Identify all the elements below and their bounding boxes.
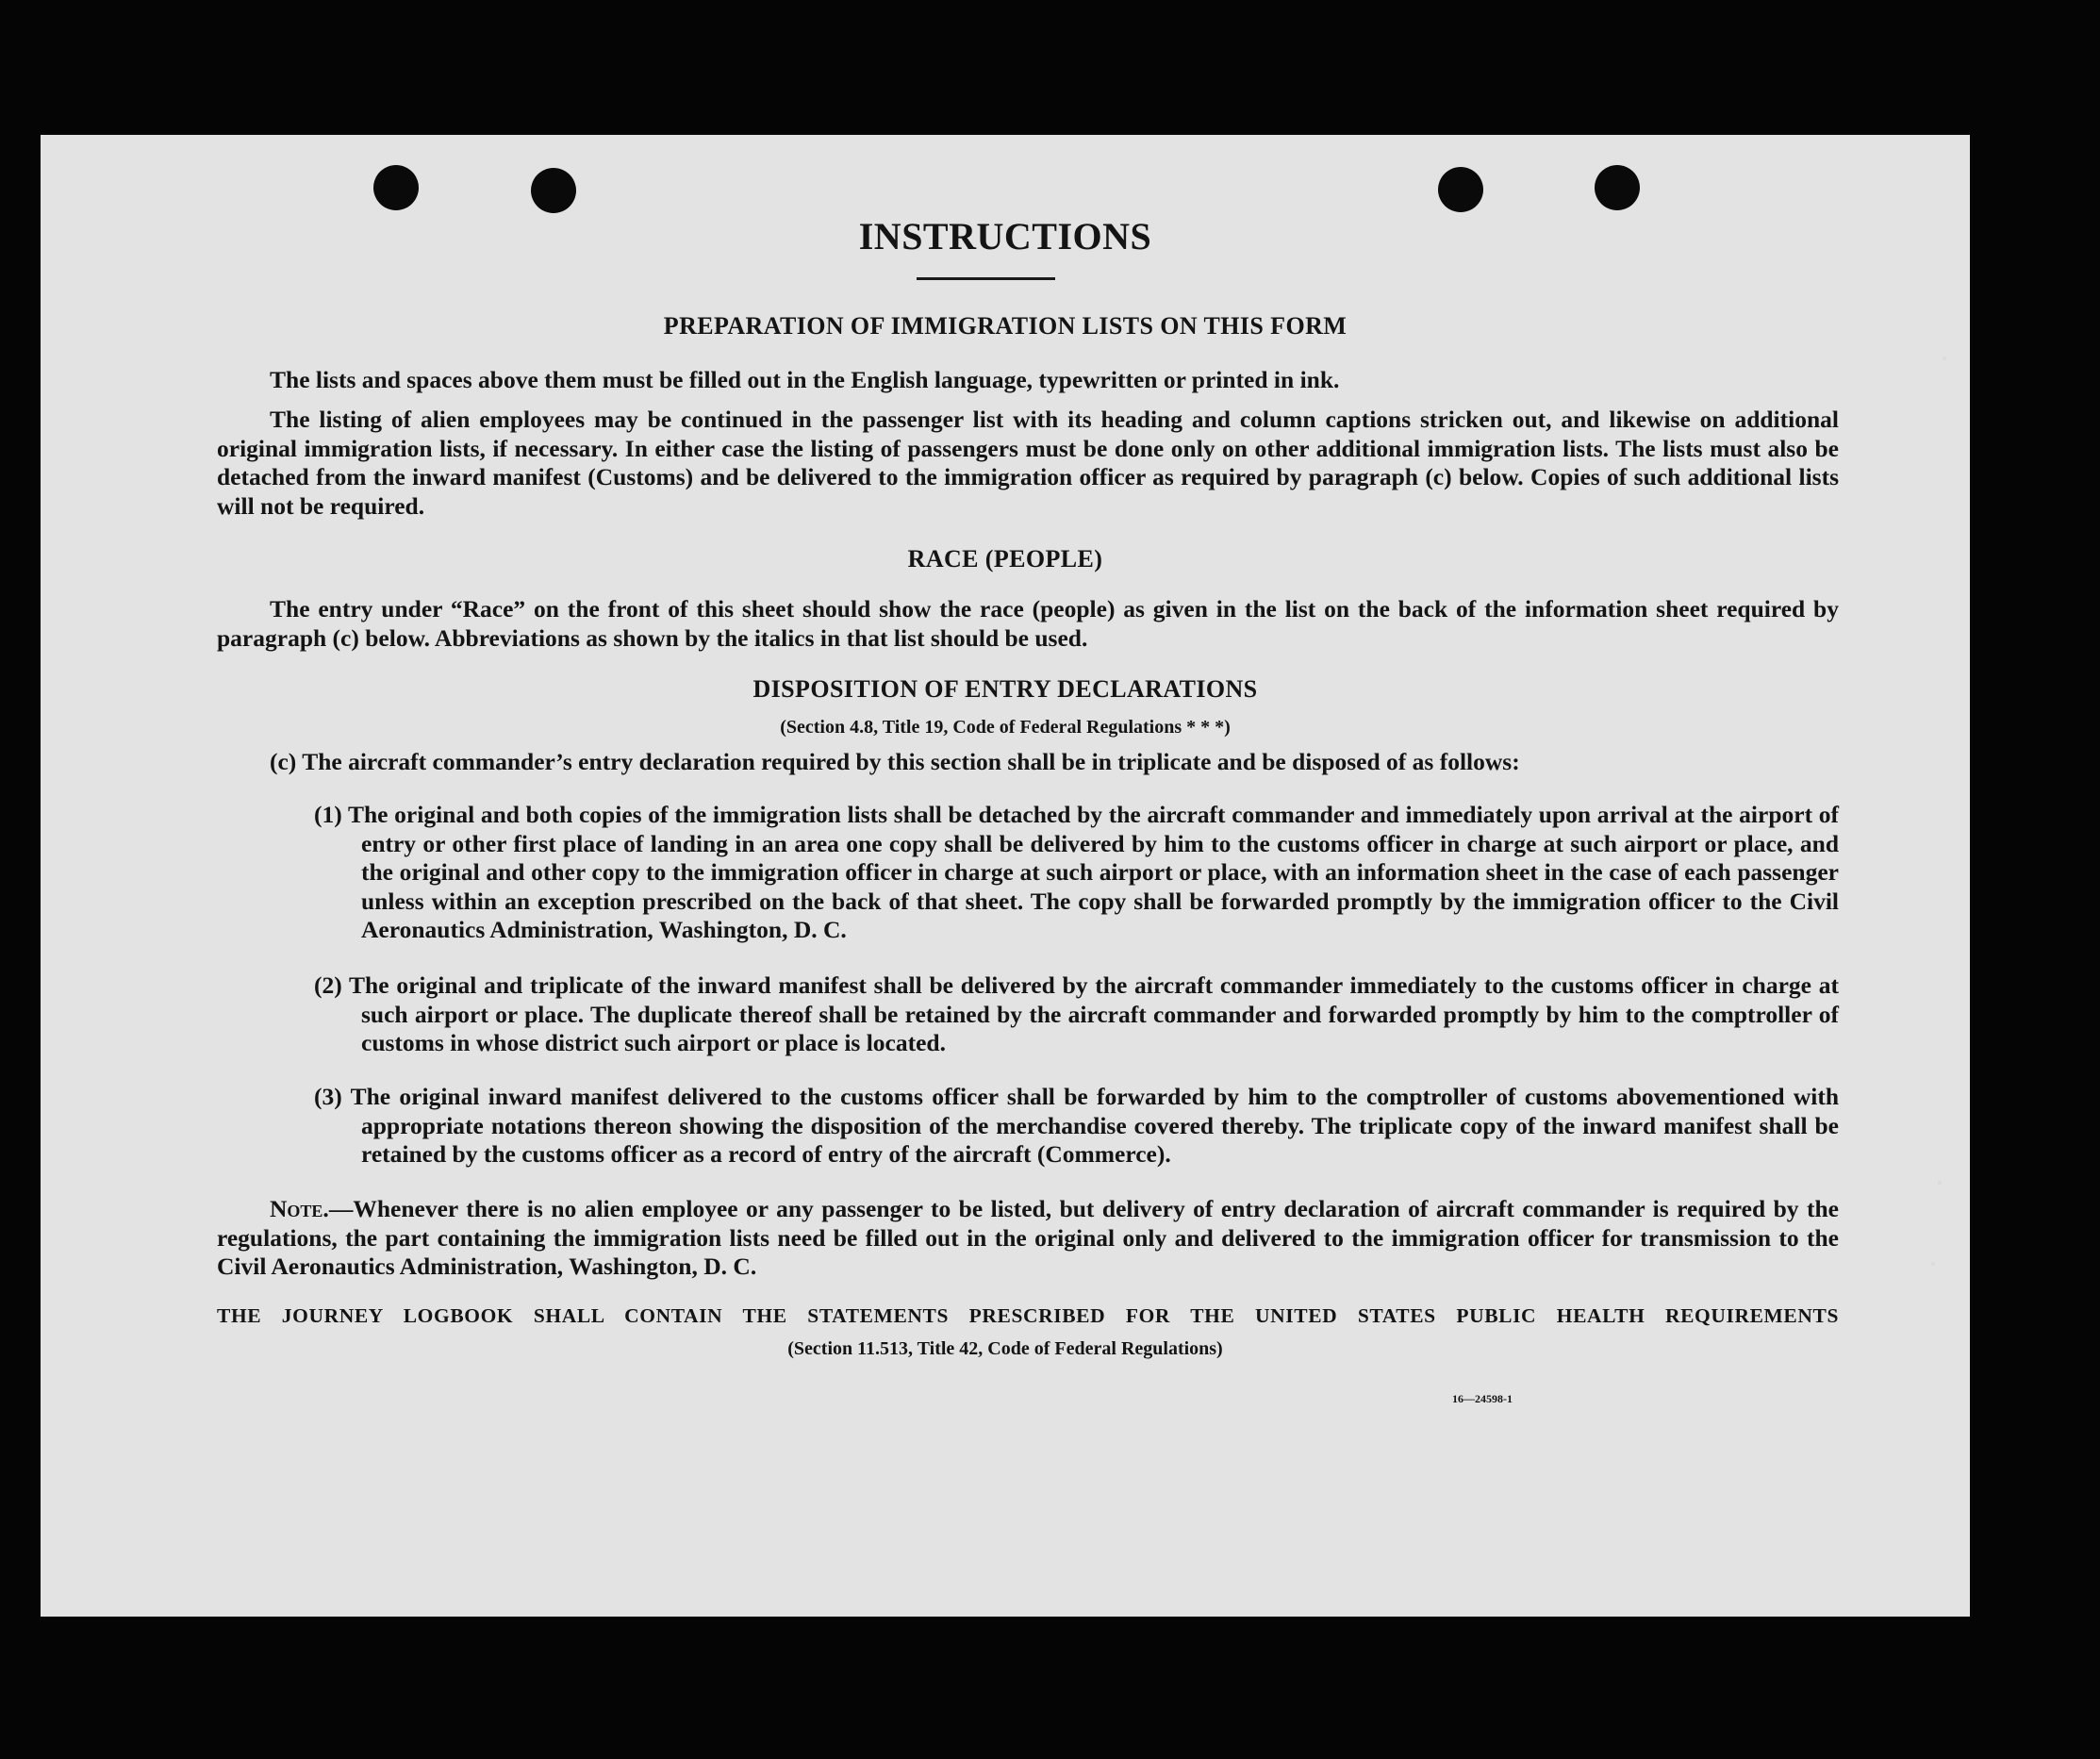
punch-hole-left-2 xyxy=(531,168,576,213)
punch-hole-left-1 xyxy=(373,165,419,210)
disposition-intro: (c) The aircraft commander’s entry declaration required by this section shall be in triplicate and be disposed of as follows: xyxy=(270,748,1520,775)
film-speck xyxy=(1943,357,1946,360)
note-label: Note. xyxy=(270,1195,329,1222)
punch-hole-right-1 xyxy=(1438,167,1483,212)
title-underline xyxy=(917,277,1055,280)
race-heading: RACE (PEOPLE) xyxy=(907,545,1103,573)
page-title: INSTRUCTIONS xyxy=(858,215,1152,257)
punch-hole-right-2 xyxy=(1595,165,1640,210)
disposition-citation: (Section 4.8, Title 19, Code of Federal Regulations * * *) xyxy=(780,717,1231,738)
document-page xyxy=(41,135,1970,1617)
health-statement: THE JOURNEY LOGBOOK SHALL CONTAIN THE STATEMENTS PRESCRIBED FOR THE UNITED STATES PUBLIC HEALTH REQUIREMENTS xyxy=(217,1304,1839,1327)
preparation-heading: PREPARATION OF IMMIGRATION LISTS ON THIS FORM xyxy=(663,312,1348,340)
film-speck xyxy=(1931,1262,1935,1266)
preparation-paragraph-1: The lists and spaces above them must be filled out in the English language, typewritten or printed in ink. xyxy=(270,366,1340,393)
disposition-heading: DISPOSITION OF ENTRY DECLARATIONS xyxy=(752,675,1258,703)
form-number: 16—24598-1 xyxy=(1452,1392,1513,1405)
disposition-item-3: (3) The original inward manifest delivered to the customs officer shall be forwarded by him to the comptroller of customs abovementioned with appropriate notations thereon showing the disposition of the merchandise covered thereby. The triplicate copy of the inward manifest shall be retained by the customs officer as a record of entry of the aircraft (Commerce). xyxy=(314,1083,1839,1168)
note-paragraph: Note.—Whenever there is no alien employee or any passenger to be listed, but delivery of entry declaration of aircraft commander is required by the regulations, the part containing the immigration lists need be filled out in the original only and delivered to the immigration officer for transmission to the Civil Aeronautics Administration, Washington, D. C. xyxy=(217,1195,1839,1280)
disposition-item-2: (2) The original and triplicate of the inward manifest shall be delivered by the aircraft commander immediately to the customs officer in charge at such airport or place. The duplicate thereof shall be retained by the aircraft commander and forwarded promptly by him to the comptroller of customs in whose district such airport or place is located. xyxy=(314,971,1839,1056)
race-paragraph: The entry under “Race” on the front of this sheet should show the race (people) as given in the list on the back of the information sheet required by paragraph (c) below. Abbreviations as shown by the italics in that list should be used. xyxy=(217,595,1839,652)
preparation-paragraph-2: The listing of alien employees may be continued in the passenger list with its heading and column captions stricken out, and likewise on additional original immigration lists, if necessary. In either case the listing of passengers must be done only on other additional immigration lists. The lists must also be detached from the inward manifest (Customs) and be delivered to the immigration officer as required by paragraph (c) below. Copies of such additional lists will not be required. xyxy=(217,406,1839,520)
disposition-item-1: (1) The original and both copies of the immigration lists shall be detached by the aircraft commander and immediately upon arrival at the airport of entry or other first place of landing in an area one copy shall be delivered by him to the customs officer in charge at such airport or place, and the original and other copy to the immigration officer in charge at such airport or place, with an information sheet in the case of each passenger unless within an exception prescribed on the back of that sheet. The copy shall be forwarded promptly by the immigration officer to the Civil Aeronautics Administration, Washington, D. C. xyxy=(314,801,1839,943)
film-speck xyxy=(1938,1181,1942,1185)
health-citation: (Section 11.513, Title 42, Code of Federal Regulations) xyxy=(787,1338,1223,1359)
